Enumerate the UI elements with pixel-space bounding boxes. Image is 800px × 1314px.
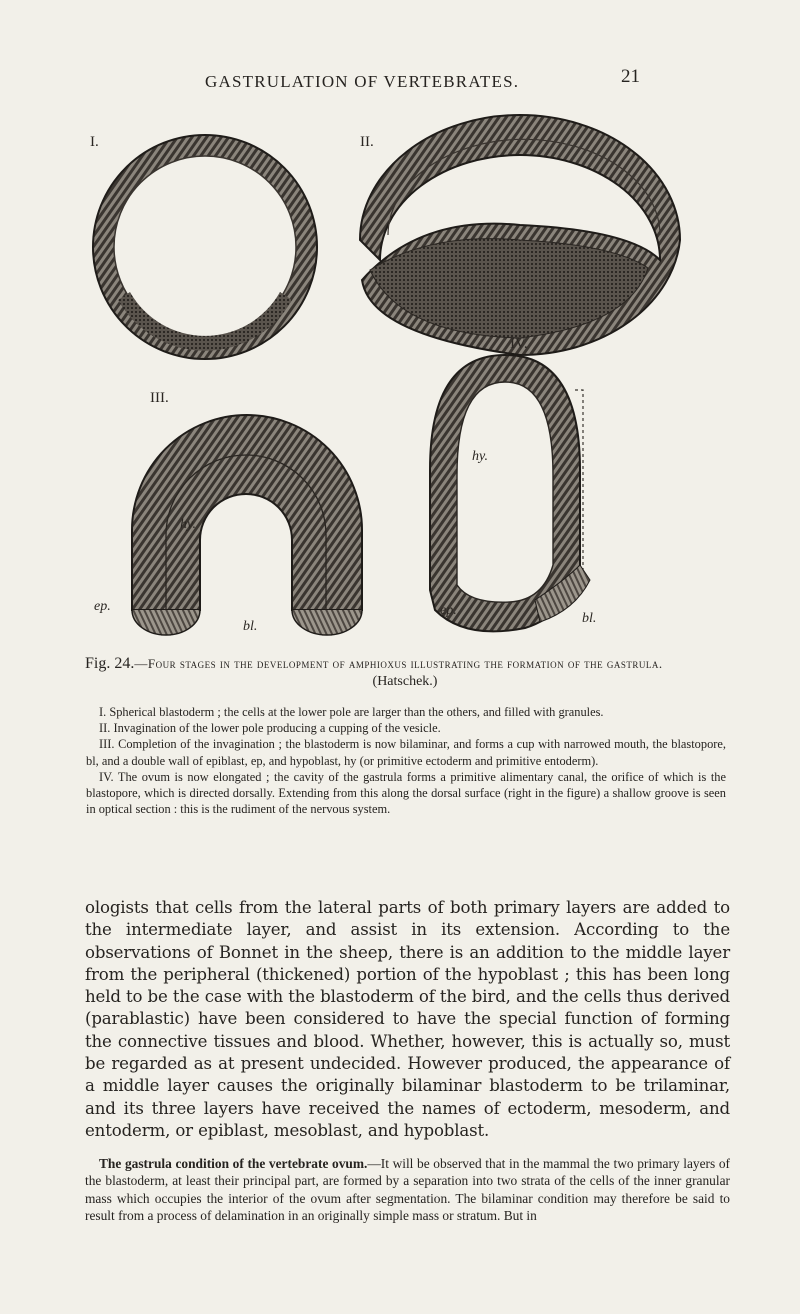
section-text: —It will be observed that in the mammal the two primary layers of the blastoderm, at least their principal part, are formed by a separation into two strata of the cells of the inner granular mass which occupies the interior of the ovum after segmentation. The bilaminar condition may therefore be said to result from a process of delamination in an originally simple mass or stratum. But in [85,1156,730,1223]
stage-description: IV. The ovum is now elongated ; the cavity of the gastrula forms a primitive alimentary canal, the orifice of which is the blastopore, which is directed dorsally. Extending from this along the dorsal surface (right in the figure) a shallow groove is seen in optical section : this is the rudiment of the nervous system. [86,769,726,817]
stage-2-label: II. [360,134,374,150]
stage-2-cup [360,115,680,355]
stage-4-ep-label: ep. [440,603,457,618]
small-print-paragraph [85,1155,730,1224]
stage-3-hy-label: hy. [180,517,196,532]
figure-number: Fig. 24. [85,655,135,672]
stage-4-elongated [430,336,596,631]
running-head-title: GASTRULATION OF VERTEBRATES. [205,72,520,91]
stage-4-hy-label: hy. [472,449,488,464]
figure-caption [85,655,725,690]
stage-description: I. Spherical blastoderm ; the cells at the lower pole are larger than the others, and filled with granules. [99,705,604,719]
stage-3-label: III. [150,390,169,406]
running-head [0,66,800,102]
small-print-section [85,1155,730,1224]
stage-3-ep-label: ep. [94,599,111,614]
stage-description: II. Invagination of the lower pole producing a cupping of the vesicle. [99,721,441,736]
stage-1-label: I. [90,134,99,150]
stage-description: III. Completion of the invagination ; the blastoderm is now bilaminar, and forms a cup with narrowed mouth, the blastopore, bl, and a double wall of epiblast, ep, and hypoblast, hy (or primitive ectoderm and primitive entoderm). [86,737,726,768]
figure-caption-heading [85,655,725,690]
body-text [85,897,730,1142]
stage-4-bl-label: bl. [582,611,597,626]
stage-1-blastoderm [90,134,317,359]
stage-4-label: IV. [510,336,528,352]
figure-credit: (Hatschek.) [372,674,438,689]
gastrulation-figure [70,110,730,645]
section-heading: The gastrula condition of the vertebrate ovum. [99,1156,368,1171]
figure-title: —Four stages in the development of amphioxus illustrating the formation of the gastrula. [134,656,663,671]
stage-3-gastrula [94,390,362,635]
body-paragraph: ologists that cells from the lateral parts of both primary layers are added to the intermediate layer, and assist in its extension. According to the observations of Bonnet in the sheep, there is an addition to the middle layer from the peripheral (thickened) portion of the hypoblast ; this has been long held to be the case with the blastoderm of the bird, and the cells thus derived (parablastic) have been considered to have the special function of forming the connective tissues and blood. Whether, however, this is actually so, must be regarded as at present undecided. However produced, the appearance of a middle layer causes the originally bilaminar blastoderm to be trilaminar, and its three layers have received the names of ectoderm, mesoderm, and entoderm, or epiblast, mesoblast, and hypoblast. [85,898,730,1140]
stage-descriptions [86,704,726,817]
page-number: 21 [621,66,640,87]
stage-3-bl-label: bl. [243,619,258,634]
